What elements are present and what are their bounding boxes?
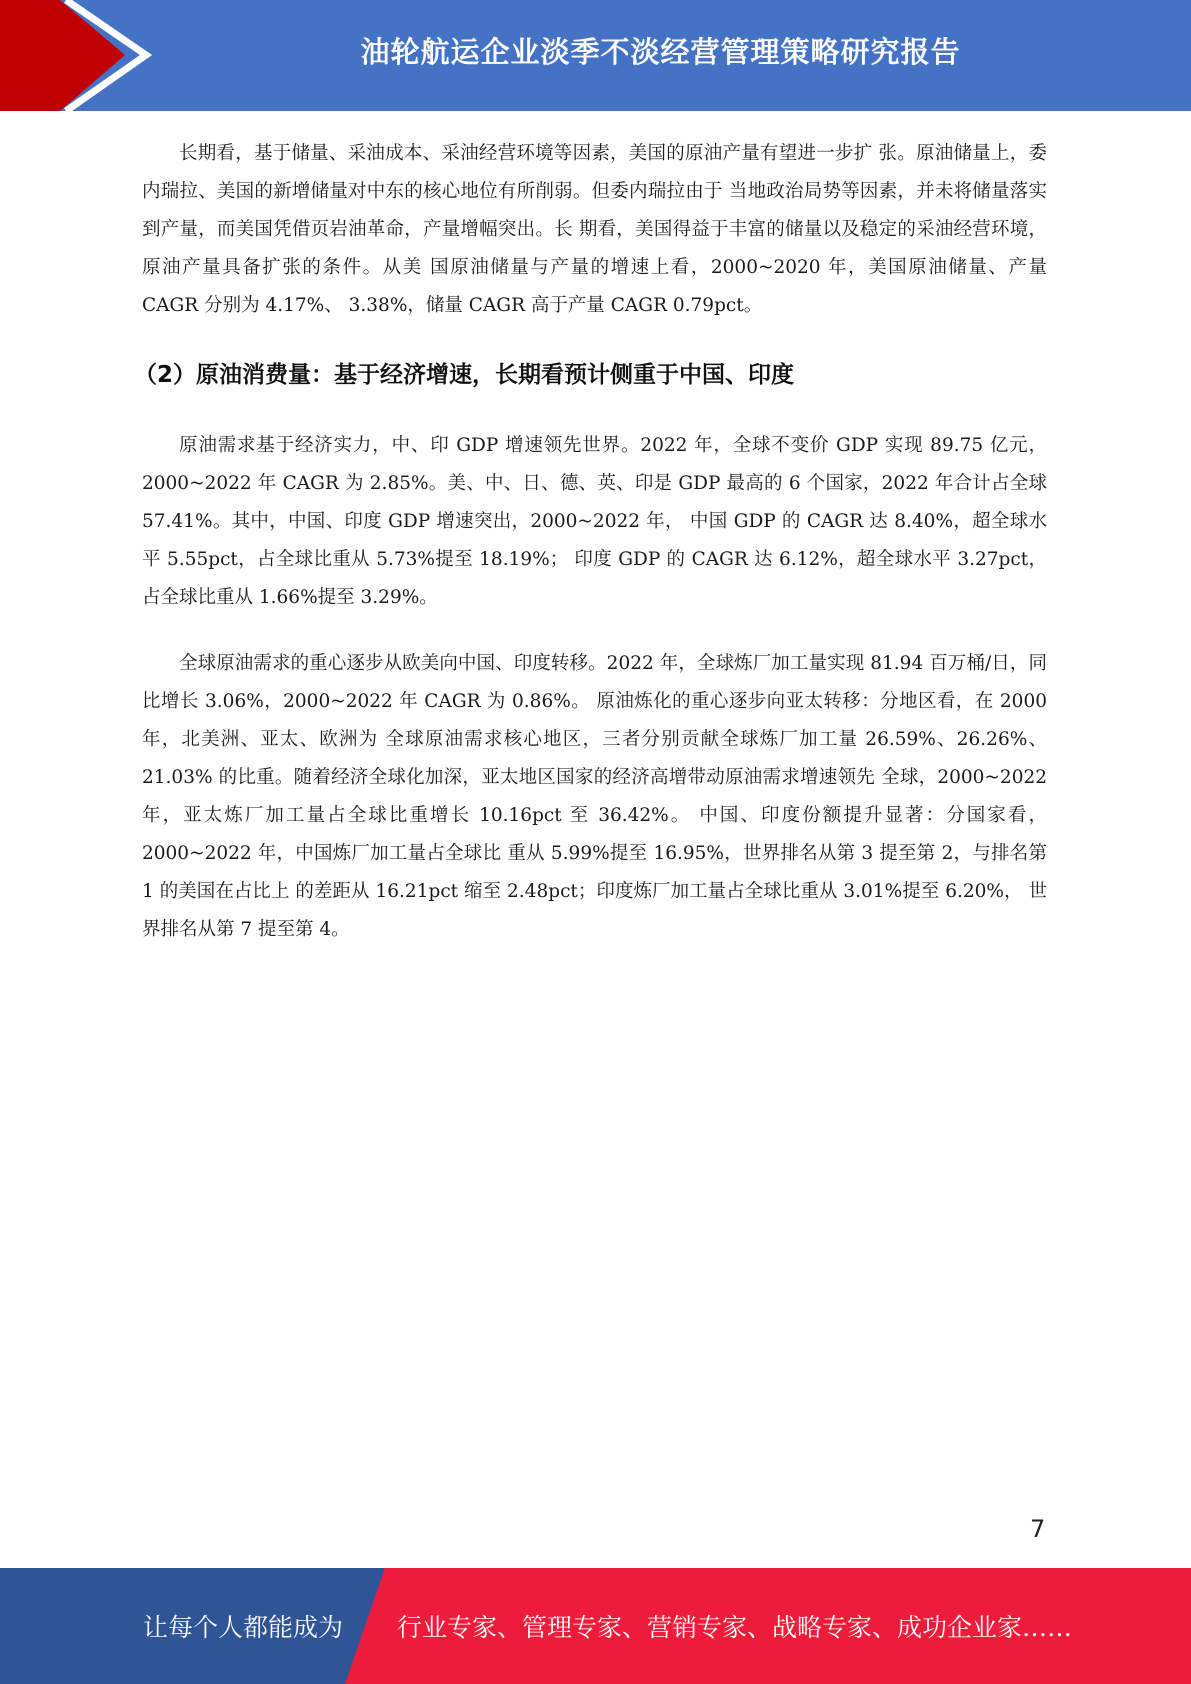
paragraph-demand-shift: 全球原油需求的重心逐步从欧美向中国、印度转移。2022 年，全球炼厂加工量实现 81.94 百万桶/日，同比增长 3.06%，2000~2022 年 CAGR 为 0.86%。 原油炼化的重心逐步向亚太转移：分地区看，在 2000 年，北美洲、亚太、欧洲为 全球原油需求核心地区，三者分别贡献全球炼厂加工量 26.59%、26.26%、21.03% 的比重。随着经济全球化加深，亚太地区国家的经济高增带动原油需求增速领先 全球，2000~2022 年，亚太炼厂加工量占全球比重增长 10.16pct 至 36.42%。 中国、印度份额提升显著：分国家看，2000~2022 年，中国炼厂加工量占全球比 重从 5.99%提至 16.95%，世界排名从第 3 提至第 2，与排名第 1 的美国在占比上 的差距从 16.21pct 缩至 2.48pct；印度炼厂加工量占全球比重从 3.01%提至 6.20%， 世界排名从第 7 提至第 4。: [142, 653, 1047, 940]
document-title: 油轮航运企业淡季不淡经营管理策略研究报告: [360, 35, 961, 69]
page-number: 7: [1030, 1515, 1046, 1543]
page-content: [134, 135, 1047, 977]
page-footer: [0, 1568, 1191, 1684]
footer-slogan-left: 让每个人都能成为: [143, 1613, 344, 1642]
footer-slogan-right: 行业专家、管理专家、营销专家、战略专家、成功企业家……: [397, 1613, 1073, 1642]
section-heading-crude-consumption: （2）原油消费量：基于经济增速，长期看预计侧重于中国、印度: [134, 362, 795, 388]
paragraph-us-crude-production: 长期看，基于储量、采油成本、采油经营环境等因素，美国的原油产量有望进一步扩 张。原油储量上，委内瑞拉、美国的新增储量对中东的核心地位有所削弱。但委内瑞拉由于 当地政治局势等因素，并未将储量落实到产量，而美国凭借页岩油革命，产量增幅突出。长 期看，美国得益于丰富的储量以及稳定的采油经营环境，原油产量具备扩张的条件。从美 国原油储量与产量的增速上看，2000~2020 年，美国原油储量、产量 CAGR 分别为 4.17%、 3.38%，储量 CAGR 高于产量 CAGR 0.79pct。: [142, 143, 1047, 316]
paragraph-gdp-growth: 原油需求基于经济实力，中、印 GDP 增速领先世界。2022 年，全球不变价 GDP 实现 89.75 亿元，2000~2022 年 CAGR 为 2.85%。美、中、日、德、英、印是 GDP 最高的 6 个国家，2022 年合计占全球 57.41%。其中，中国、印度 GDP 增速突出，2000~2022 年， 中国 GDP 的 CAGR 达 8.40%，超全球水平 5.55pct，占全球比重从 5.73%提至 18.19%； 印度 GDP 的 CAGR 达 6.12%，超全球水平 3.27pct，占全球比重从 1.66%提至 3.29%。: [142, 435, 1047, 608]
page-header: [0, 0, 1191, 111]
